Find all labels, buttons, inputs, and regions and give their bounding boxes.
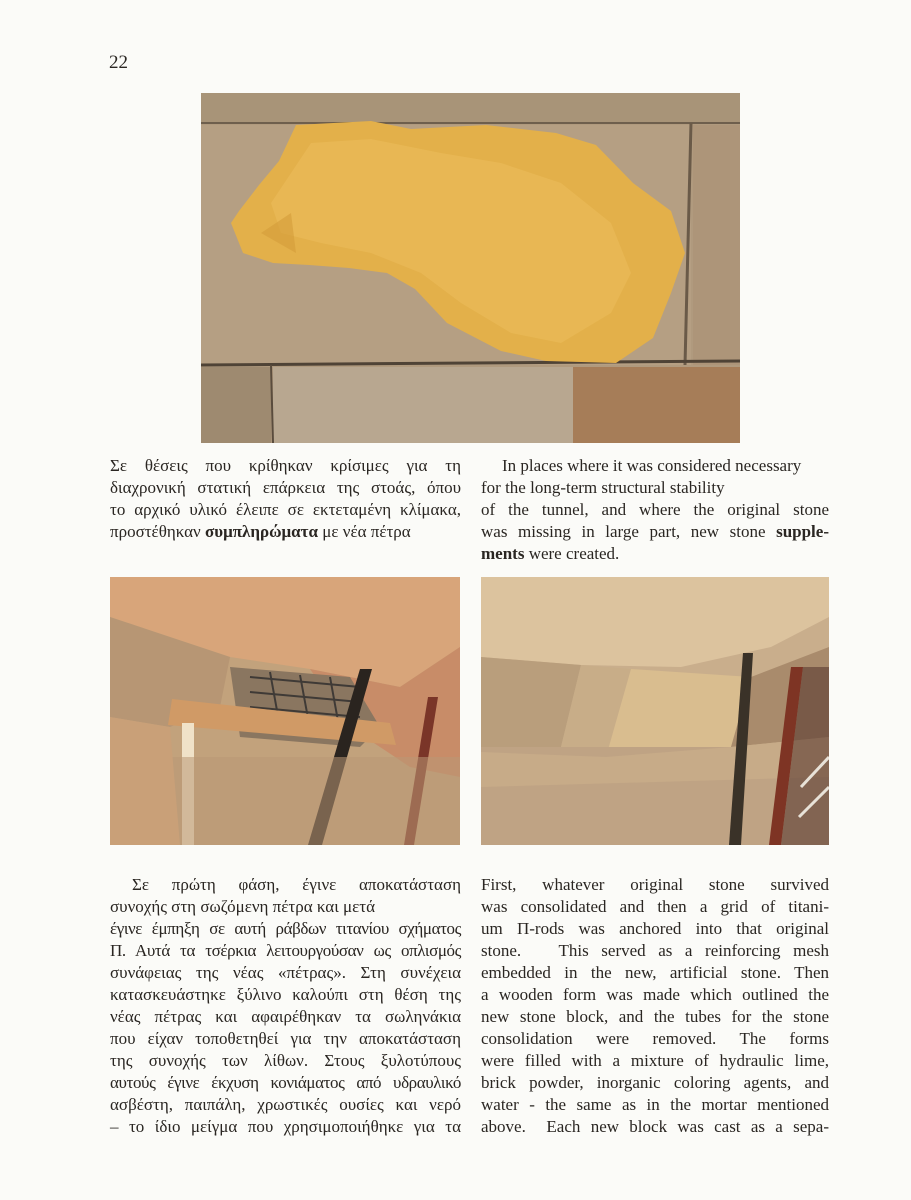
text-fragment: was missing in large part, new stone: [481, 522, 777, 541]
text-line: συνάφειας της νέας «πέτρας». Στη συνέχεια: [110, 963, 461, 982]
text-line: [110, 521, 461, 543]
text-fragment: were created.: [524, 544, 620, 563]
text-line: – το ίδιο μείγμα που χρησιμοποιήθηκε για τα: [110, 1117, 461, 1136]
titanium-rod-grid-photo: [110, 577, 460, 845]
bold-term: συμπληρώματα: [205, 522, 318, 541]
text-line: In places where it was considered necessary: [502, 456, 802, 475]
text-fragment: προστέθηκαν: [110, 522, 205, 541]
text-line: [481, 543, 829, 565]
text-line: embedded in the new, artificial stone. Then: [481, 963, 829, 982]
text-line: a wooden form was made which outlined the: [481, 985, 829, 1004]
bold-term: ments: [481, 544, 525, 563]
text-line: διαχρονική στατική επάρκεια της στοάς, όπου: [110, 478, 461, 497]
text-line: ασβέστη, παιπάλη, χρωστικές ουσίες και νερό: [110, 1095, 461, 1114]
text-line: το αρχικό υλικό έλειπε σε εκτεταμένη κλίμακα,: [110, 500, 461, 519]
text-line: for the long-term structural stability: [481, 478, 725, 497]
text-line: above. Each new block was cast as a sepa-: [481, 1117, 829, 1136]
text-line: Σε θέσεις που κρίθηκαν κρίσιμες για τη: [110, 456, 461, 475]
completed-supplement-photo: [481, 577, 829, 845]
text-line: αυτούς έγινε έκχυση κονιάματος από υδραυλικό: [110, 1073, 461, 1092]
text-fragment: με νέα πέτρα: [318, 522, 411, 541]
text-line: new stone block, and the tubes for the stone: [481, 1007, 829, 1026]
text-line: brick powder, inorganic coloring agents, and: [481, 1073, 829, 1092]
text-line: um Π-rods was anchored into that original: [481, 919, 829, 938]
text-line: κατασκευάστηκε ξύλινο καλούπι στη θέση της: [110, 985, 461, 1004]
text-line: Σε πρώτη φάση, έγινε αποκατάσταση: [132, 875, 461, 894]
text-line: of the tunnel, and where the original stone: [481, 500, 829, 519]
text-line: συνοχής στη σωζόμενη πέτρα και μετά: [110, 897, 376, 916]
text-line: stone. This served as a reinforcing mesh: [481, 941, 829, 960]
page-number: 22: [109, 52, 128, 73]
text-line: [481, 521, 829, 543]
bold-term: supple-: [776, 522, 829, 541]
english-caption-supplements: [481, 455, 829, 565]
text-line: consolidation were removed. The forms: [481, 1029, 829, 1048]
yellow-stone-supplement-photo: [201, 93, 740, 443]
text-line: water - the same as in the mortar mentioned: [481, 1095, 829, 1114]
text-line: νέας πέτρας και αφαιρέθηκαν τα σωληνάκια: [110, 1007, 461, 1026]
greek-text-process: [110, 874, 461, 1138]
text-line: First, whatever original stone survived: [481, 875, 829, 894]
english-text-process: [481, 874, 829, 1138]
text-line: της συνοχής των λίθων. Στους ξυλοτύπους: [110, 1051, 461, 1070]
text-line: που είχαν τοποθετηθεί για την αποκατάσταση: [110, 1029, 461, 1048]
text-line: Π. Αυτά τα τσέρκια λειτουργούσαν ως οπλισμός: [110, 941, 461, 960]
text-line: was consolidated and then a grid of titani-: [481, 897, 829, 916]
text-line: έγινε έμπηξη σε αυτή ράβδων τιτανίου σχήματος: [110, 919, 461, 938]
text-line: were filled with a mixture of hydraulic lime,: [481, 1051, 829, 1070]
greek-caption-supplements: [110, 455, 461, 543]
